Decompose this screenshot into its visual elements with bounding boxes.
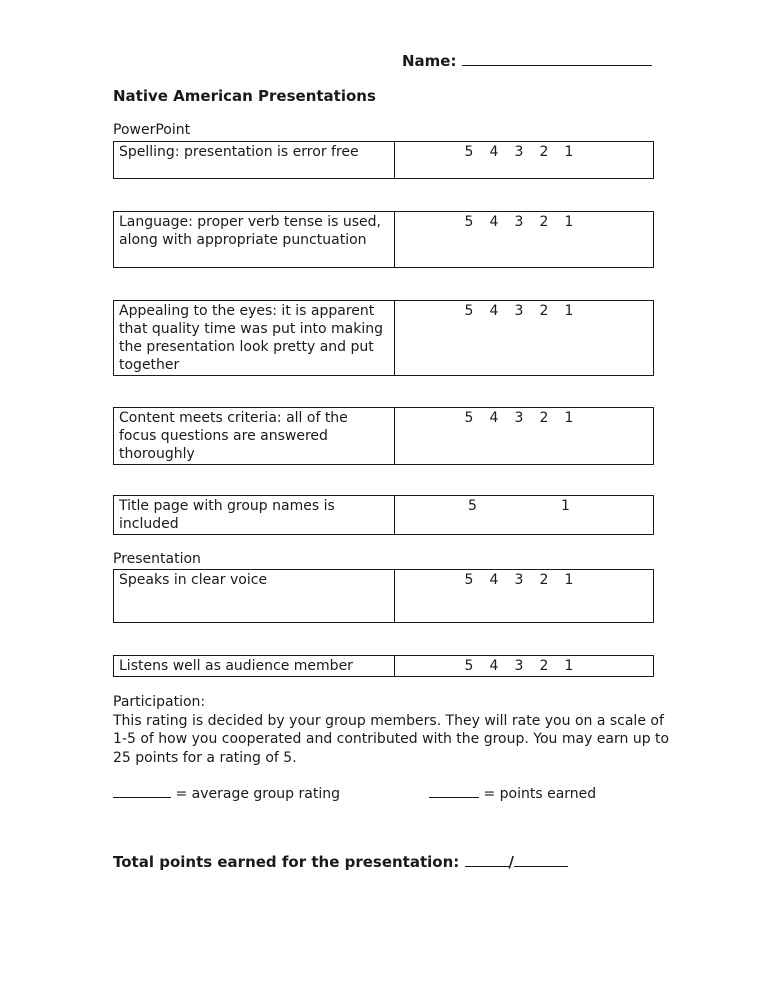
score-5[interactable]: 5 (464, 410, 474, 426)
average-rating-blank[interactable] (113, 784, 171, 798)
scale-title-page[interactable] (395, 496, 654, 535)
page-title: Native American Presentations (113, 87, 376, 105)
score-1[interactable]: 1 (564, 572, 574, 588)
participation-heading: Participation: (113, 694, 206, 710)
rubric-row-content (113, 407, 654, 465)
rubric-row-spelling (113, 141, 654, 179)
score-2[interactable]: 2 (539, 144, 549, 160)
score-1[interactable]: 1 (564, 214, 574, 230)
criterion-listens: Listens well as audience member (114, 656, 395, 677)
score-3[interactable]: 3 (514, 658, 524, 674)
scale-content[interactable] (395, 408, 654, 465)
participation-body: This rating is decided by your group members. They will rate you on a scale of 1-5 of how you cooperated and contributed with the group. You may earn up to 25 points for a rating of 5. (113, 712, 670, 766)
score-2[interactable]: 2 (539, 214, 549, 230)
criterion-content: Content meets criteria: all of the focus questions are answered thoroughly (114, 408, 395, 465)
total-possible-blank[interactable] (514, 853, 568, 867)
scale-language[interactable] (395, 212, 654, 268)
criterion-appeal: Appealing to the eyes: it is apparent that quality time was put into making the presentation look pretty and put together (114, 301, 395, 376)
score-5[interactable]: 5 (464, 303, 474, 319)
scale-listens[interactable] (395, 656, 654, 677)
average-rating-label: = average group rating (175, 786, 340, 802)
name-field[interactable] (402, 51, 658, 70)
rubric-row-listens (113, 655, 654, 677)
score-1[interactable]: 1 (561, 498, 570, 514)
section-presentation: Presentation (113, 551, 201, 567)
total-earned-blank[interactable] (465, 853, 509, 867)
score-3[interactable]: 3 (514, 410, 524, 426)
rubric-row-appeal (113, 300, 654, 376)
score-2[interactable]: 2 (539, 303, 549, 319)
score-5[interactable]: 5 (464, 572, 474, 588)
name-label: Name: (402, 52, 457, 70)
participation-block (113, 693, 673, 767)
rubric-row-voice (113, 569, 654, 623)
criterion-spelling: Spelling: presentation is error free (114, 142, 395, 179)
section-powerpoint: PowerPoint (113, 122, 191, 138)
criterion-title-page: Title page with group names is included (114, 496, 395, 535)
name-blank[interactable] (462, 51, 652, 66)
score-4[interactable]: 4 (489, 214, 499, 230)
total-points-field[interactable] (113, 853, 568, 871)
score-4[interactable]: 4 (489, 144, 499, 160)
score-4[interactable]: 4 (489, 410, 499, 426)
scale-spelling[interactable] (395, 142, 654, 179)
score-4[interactable]: 4 (489, 303, 499, 319)
rubric-row-language (113, 211, 654, 268)
score-1[interactable]: 1 (564, 144, 574, 160)
score-1[interactable]: 1 (564, 410, 574, 426)
score-3[interactable]: 3 (514, 572, 524, 588)
criterion-voice: Speaks in clear voice (114, 570, 395, 623)
points-earned-blank[interactable] (429, 784, 479, 798)
criterion-language: Language: proper verb tense is used, along with appropriate punctuation (114, 212, 395, 268)
score-2[interactable]: 2 (539, 410, 549, 426)
scale-voice[interactable] (395, 570, 654, 623)
score-3[interactable]: 3 (514, 214, 524, 230)
scale-appeal[interactable] (395, 301, 654, 376)
points-earned-field[interactable] (429, 784, 596, 802)
score-2[interactable]: 2 (539, 572, 549, 588)
score-4[interactable]: 4 (489, 658, 499, 674)
points-earned-label: = points earned (483, 786, 597, 802)
score-3[interactable]: 3 (514, 303, 524, 319)
score-2[interactable]: 2 (539, 658, 549, 674)
score-4[interactable]: 4 (489, 572, 499, 588)
score-1[interactable]: 1 (564, 658, 574, 674)
score-5[interactable]: 5 (464, 658, 474, 674)
score-5[interactable]: 5 (464, 214, 474, 230)
rubric-row-title-page (113, 495, 654, 535)
total-label: Total points earned for the presentation: (113, 853, 460, 871)
average-rating-field[interactable] (113, 784, 340, 802)
score-5[interactable]: 5 (468, 498, 477, 514)
score-3[interactable]: 3 (514, 144, 524, 160)
score-5[interactable]: 5 (464, 144, 474, 160)
total-slash: / (508, 853, 514, 871)
score-1[interactable]: 1 (564, 303, 574, 319)
